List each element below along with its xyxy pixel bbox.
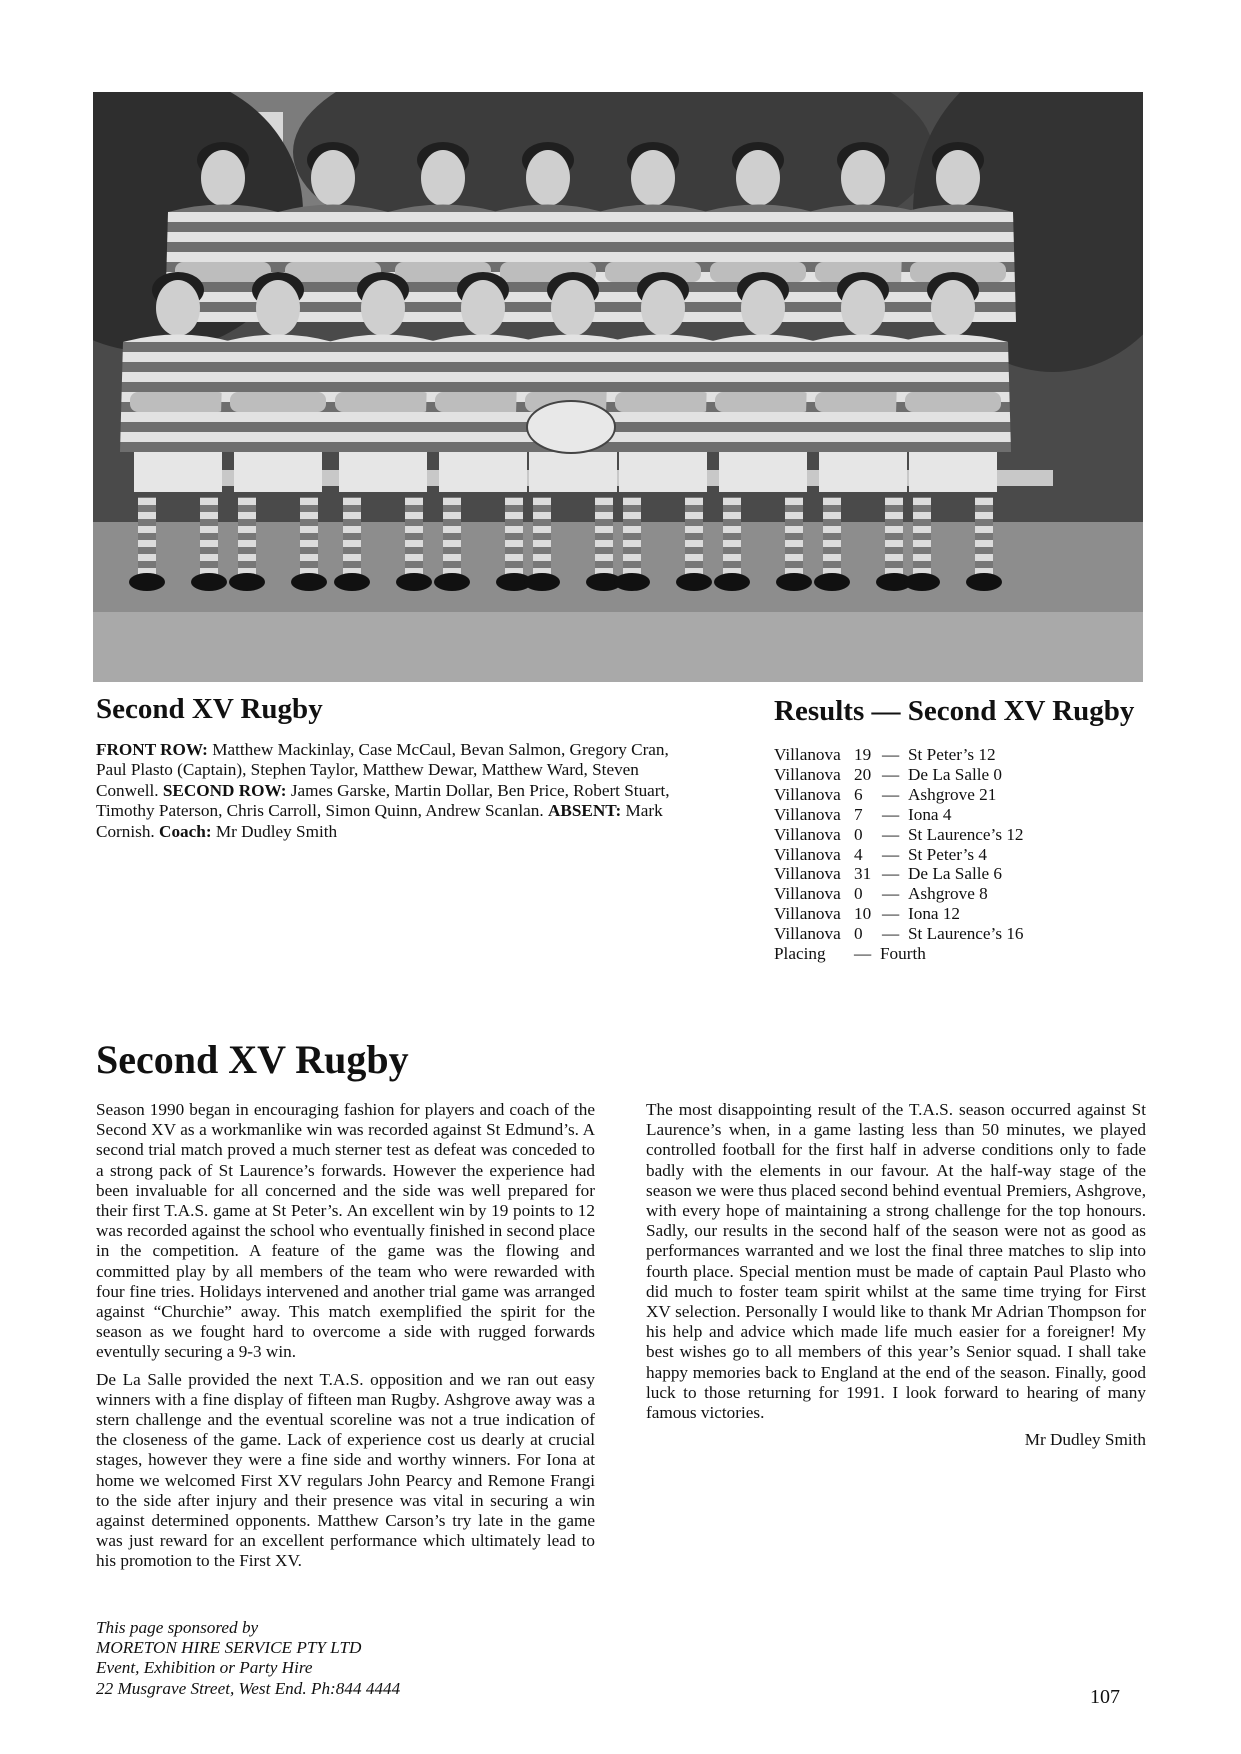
result-team: Villanova [774, 804, 841, 824]
result-opponent: Ashgrove 21 [908, 784, 997, 804]
sponsor-address: 22 Musgrave Street, West End. Ph:844 4444 [96, 1678, 401, 1698]
result-dash: — [882, 784, 900, 804]
rugby-ball [527, 401, 615, 453]
front-row-label: FRONT ROW: [96, 740, 208, 759]
result-score: 6 [854, 784, 863, 804]
article-left-column [96, 1100, 595, 1579]
placing-line [774, 944, 926, 964]
absent-label: ABSENT: [547, 801, 622, 821]
result-opponent: Iona 12 [908, 904, 961, 924]
lawn-front [93, 612, 1143, 682]
result-team: Villanova [774, 884, 841, 904]
team-photo-graphic [93, 92, 1143, 682]
result-dash: — [882, 904, 900, 924]
result-row [774, 845, 1134, 865]
result-team: Villanova [774, 864, 841, 884]
sponsor-service: Event, Exhibition or Party Hire [96, 1658, 313, 1678]
sponsor-block [96, 1618, 656, 1699]
result-dash: — [882, 804, 900, 824]
result-row [774, 884, 1134, 904]
result-score: 0 [854, 924, 863, 944]
result-opponent: St Peter’s 4 [908, 844, 987, 864]
result-row [774, 924, 1134, 944]
team-photo [93, 92, 1143, 682]
article-paragraph: The most disappointing result of the T.A.S. season occurred against St Laurence’s when, in a game lasting less than 50 minutes, we played controlled football for the first half in adverse conditions only to fade badly with the elements in our favour. At the half-way stage of the season we were thus placed second behind eventual Premiers, Ashgrove, with every hope of maintaining a strong challenge for the top honours. Sadly, our results in the second half of the season were not as good as performances warranted and we lost the final three matches to slip into fourth place. Special mention must be made of captain Paul Plasto who did much to foster team spirit whilst at the same time trying for First XV selection. Personally I would like to thank Mr Adrian Thompson for his help and advice which made life much easier for a foreigner! My best wishes go to all members of this year’s Senior squad. I shall take happy memories back to England at the end of the season. Finally, good luck to those returning for 1991. I look forward to hearing of many famous victories. [646, 1100, 1146, 1423]
result-score: 10 [854, 904, 872, 924]
result-team: Villanova [774, 745, 841, 764]
result-row [774, 785, 1134, 805]
results-list [774, 745, 1134, 944]
result-team: Villanova [774, 924, 841, 944]
result-dash: — [882, 864, 900, 884]
sponsor-line: This page sponsored by [96, 1618, 259, 1637]
result-team: Villanova [774, 904, 841, 924]
result-opponent: De La Salle 6 [908, 864, 1003, 884]
coach-label: Coach: [159, 821, 212, 841]
absent-names: Mark Cornish. [96, 801, 663, 841]
result-opponent: St Laurence’s 12 [908, 824, 1024, 844]
caption-title: Second XV Rugby [96, 693, 323, 725]
result-score: 20 [854, 764, 872, 784]
result-team: Villanova [774, 844, 841, 864]
author-signoff: Mr Dudley Smith [1024, 1430, 1146, 1450]
article-title: Second XV Rugby [96, 1037, 409, 1082]
front-row-names: Matthew Mackinlay, Case McCaul, Bevan Salmon, Gregory Cran, Paul Plasto (Captain), Stephen Taylor, Matthew Dewar, Matthew Ward, Steven Conwell. [96, 740, 669, 800]
result-score: 19 [854, 745, 872, 764]
result-dash: — [882, 824, 900, 844]
result-team: Villanova [774, 784, 841, 804]
result-dash: — [882, 764, 900, 784]
result-row [774, 765, 1134, 785]
result-score: 4 [854, 844, 863, 864]
result-score: 7 [854, 804, 863, 824]
result-dash: — [882, 844, 900, 864]
result-dash: — [882, 924, 900, 944]
result-opponent: Ashgrove 8 [908, 884, 988, 904]
result-score: 31 [854, 864, 872, 884]
result-score: 0 [854, 824, 863, 844]
article-paragraph: Season 1990 began in encouraging fashion for players and coach of the Second XV as a workmanlike win was recorded against St Edmund’s. A second trial match proved a much sterner test as defeat was conceded to a strong pack of St Laurence’s forwards. However the experience had been invaluable for all concerned and the side was well prepared for their first T.A.S. game at St Peter’s. An excellent win by 19 points to 12 was recorded against the school who eventually finished in second place in the competition. A feature of the game was the flowing and committed play by all members of the team who were rewarded with four fine tries. Holidays intervened and another trial game was arranged against “Churchie” away. This match exemplified the spirit for the season as we fought hard to overcome a side with rugged forwards eventully securing a 9-3 win. [96, 1100, 595, 1362]
result-dash: — [882, 884, 900, 904]
placing-label: Placing [774, 944, 826, 963]
result-opponent: De La Salle 0 [908, 764, 1003, 784]
placing-dash: — [854, 944, 872, 963]
result-row [774, 825, 1134, 845]
result-team: Villanova [774, 824, 841, 844]
result-opponent: St Peter’s 12 [908, 745, 996, 764]
result-row [774, 805, 1134, 825]
result-row [774, 904, 1134, 924]
results-title: Results — Second XV Rugby [774, 695, 1135, 727]
result-opponent: Iona 4 [908, 804, 952, 824]
result-opponent: St Laurence’s 16 [908, 924, 1024, 944]
second-row-names: James Garske, Martin Dollar, Ben Price, Robert Stuart, Timothy Paterson, Chris Carroll, Simon Quinn, Andrew Scanlan. [96, 780, 670, 821]
second-row-label: SECOND ROW: [162, 780, 287, 800]
result-score: 0 [854, 884, 863, 904]
result-dash: — [882, 745, 900, 764]
coach-name: Mr Dudley Smith [211, 821, 338, 841]
result-row [774, 745, 1134, 765]
result-row [774, 864, 1134, 884]
caption-text [96, 740, 694, 842]
sponsor-company: MORETON HIRE SERVICE PTY LTD [96, 1638, 362, 1658]
article-paragraph: De La Salle provided the next T.A.S. opposition and we ran out easy winners with a fine display of fifteen man Rugby. Ashgrove away was a stern challenge and the eventual scoreline was not a true indication of the closeness of the game. Lack of experience cost us dearly at crucial stages, however they were a fine side and worthy winners. For Iona at home we welcomed First XV regulars John Pearcy and Remone Frangi to the side after injury and their presence was vital in securing a win against determined opponents. Matthew Carson’s try late in the game was just reward for an excellent performance which ultimately lead to his promotion to the First XV. [96, 1369, 595, 1571]
article-right-column [646, 1100, 1146, 1457]
page-number: 107 [1090, 1686, 1120, 1708]
result-team: Villanova [774, 764, 841, 784]
placing-value: Fourth [880, 944, 926, 963]
